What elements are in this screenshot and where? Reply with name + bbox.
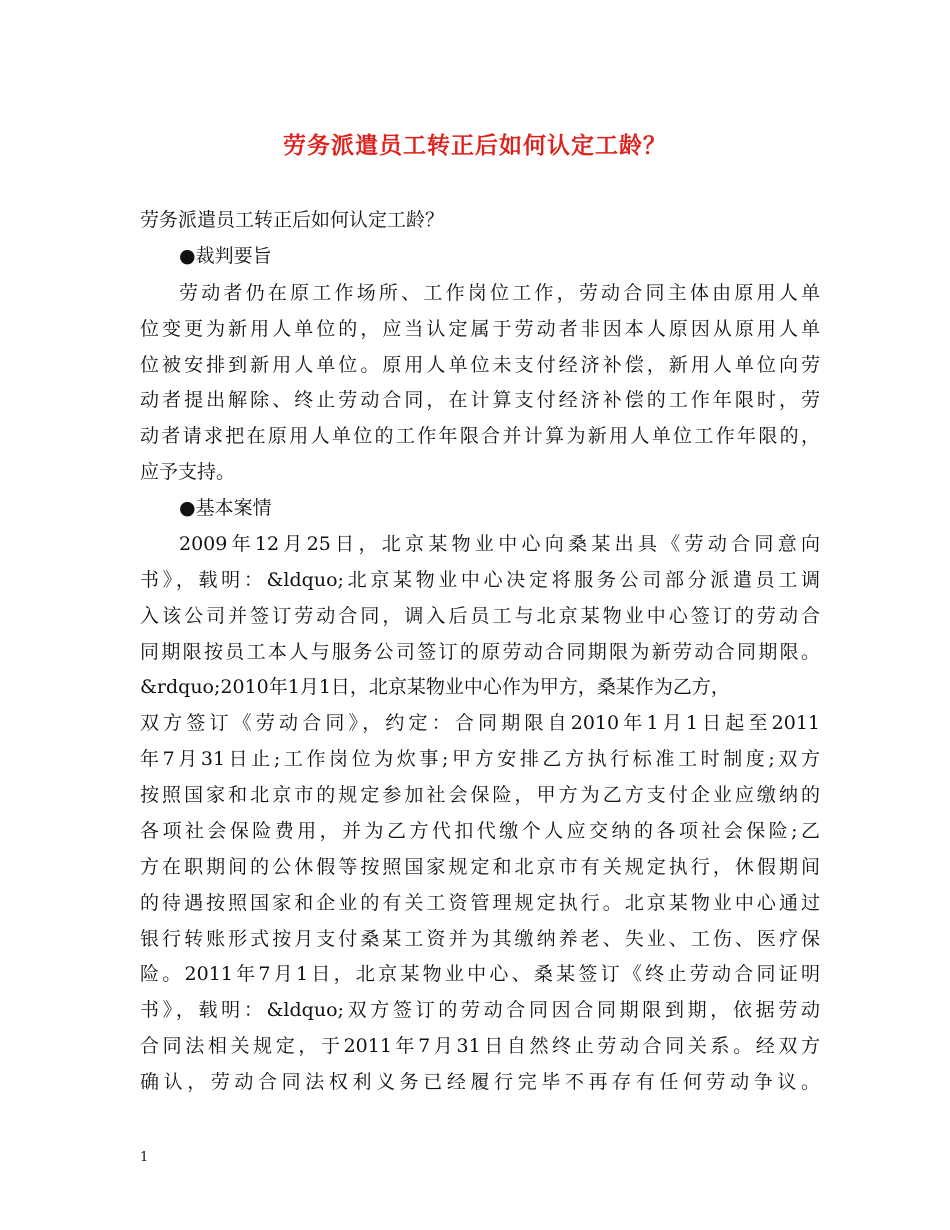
body-line: 动者提出解除、终止劳动合同，在计算支付经济补偿的工作年限时，劳: [140, 389, 820, 411]
body-line: 合同法相关规定，于2011年7月31日自然终止劳动合同关系。经双方: [140, 1035, 820, 1057]
body-line: 应予支持。: [140, 461, 236, 483]
body-line: 动者请求把在原用人单位的工作年限合并计算为新用人单位工作年限的，: [140, 425, 820, 447]
body-line: &rdquo;2010年1月1日，北京某物业中心作为甲方，桑某作为乙方，: [140, 676, 730, 698]
section-heading: ●裁判要旨: [179, 245, 272, 267]
body-line: 劳动者仍在原工作场所、工作岗位工作，劳动合同主体由原用人单: [179, 282, 820, 304]
body-line: 入该公司并签订劳动合同，调入后员工与北京某物业中心签订的劳动合: [140, 605, 820, 627]
body-line: 方在职期间的公休假等按照国家规定和北京市有关规定执行，休假期间: [140, 856, 820, 878]
body-line: 双方签订《劳动合同》，约定：合同期限自2010年1月1日起至2011: [140, 712, 820, 734]
document-title: 劳务派遣员工转正后如何认定工龄？: [283, 132, 667, 159]
body-line: 位变更为新用人单位的，应当认定属于劳动者非因本人原因从原用人单: [140, 318, 820, 340]
body-line: 的待遇按照国家和企业的有关工资管理规定执行。北京某物业中心通过: [140, 892, 820, 914]
body-line: 位被安排到新用人单位。原用人单位未支付经济补偿，新用人单位向劳: [140, 354, 820, 376]
body-line: 年7月31日止;工作岗位为炊事;甲方安排乙方执行标准工时制度;双方: [140, 748, 820, 770]
body-line: 书》，载明：&ldquo;北京某物业中心决定将服务公司部分派遣员工调: [140, 569, 820, 591]
body-line: 同期限按员工本人与服务公司签订的原劳动合同期限为新劳动合同期限。: [140, 641, 820, 663]
body-line: 2009年12月25日，北京某物业中心向桑某出具《劳动合同意向: [179, 533, 820, 555]
body-line: 银行转账形式按月支付桑某工资并为其缴纳养老、失业、工伤、医疗保: [140, 928, 820, 950]
body-line: 险。2011年7月1日，北京某物业中心、桑某签订《终止劳动合同证明: [140, 963, 820, 985]
body-line: 各项社会保险费用，并为乙方代扣代缴个人应交纳的各项社会保险;乙: [140, 820, 820, 842]
body-line: 按照国家和北京市的规定参加社会保险，甲方为乙方支付企业应缴纳的: [140, 784, 820, 806]
body-line: 确认，劳动合同法权利义务已经履行完毕不再存有任何劳动争议。: [140, 1071, 820, 1093]
body-line: 书》，载明：&ldquo;双方签订的劳动合同因合同期限到期，依据劳动: [140, 999, 820, 1021]
section-heading: ●基本案情: [179, 497, 272, 519]
body-line: 劳务派遣员工转正后如何认定工龄？: [140, 209, 445, 231]
page-number: 1: [140, 1150, 149, 1165]
